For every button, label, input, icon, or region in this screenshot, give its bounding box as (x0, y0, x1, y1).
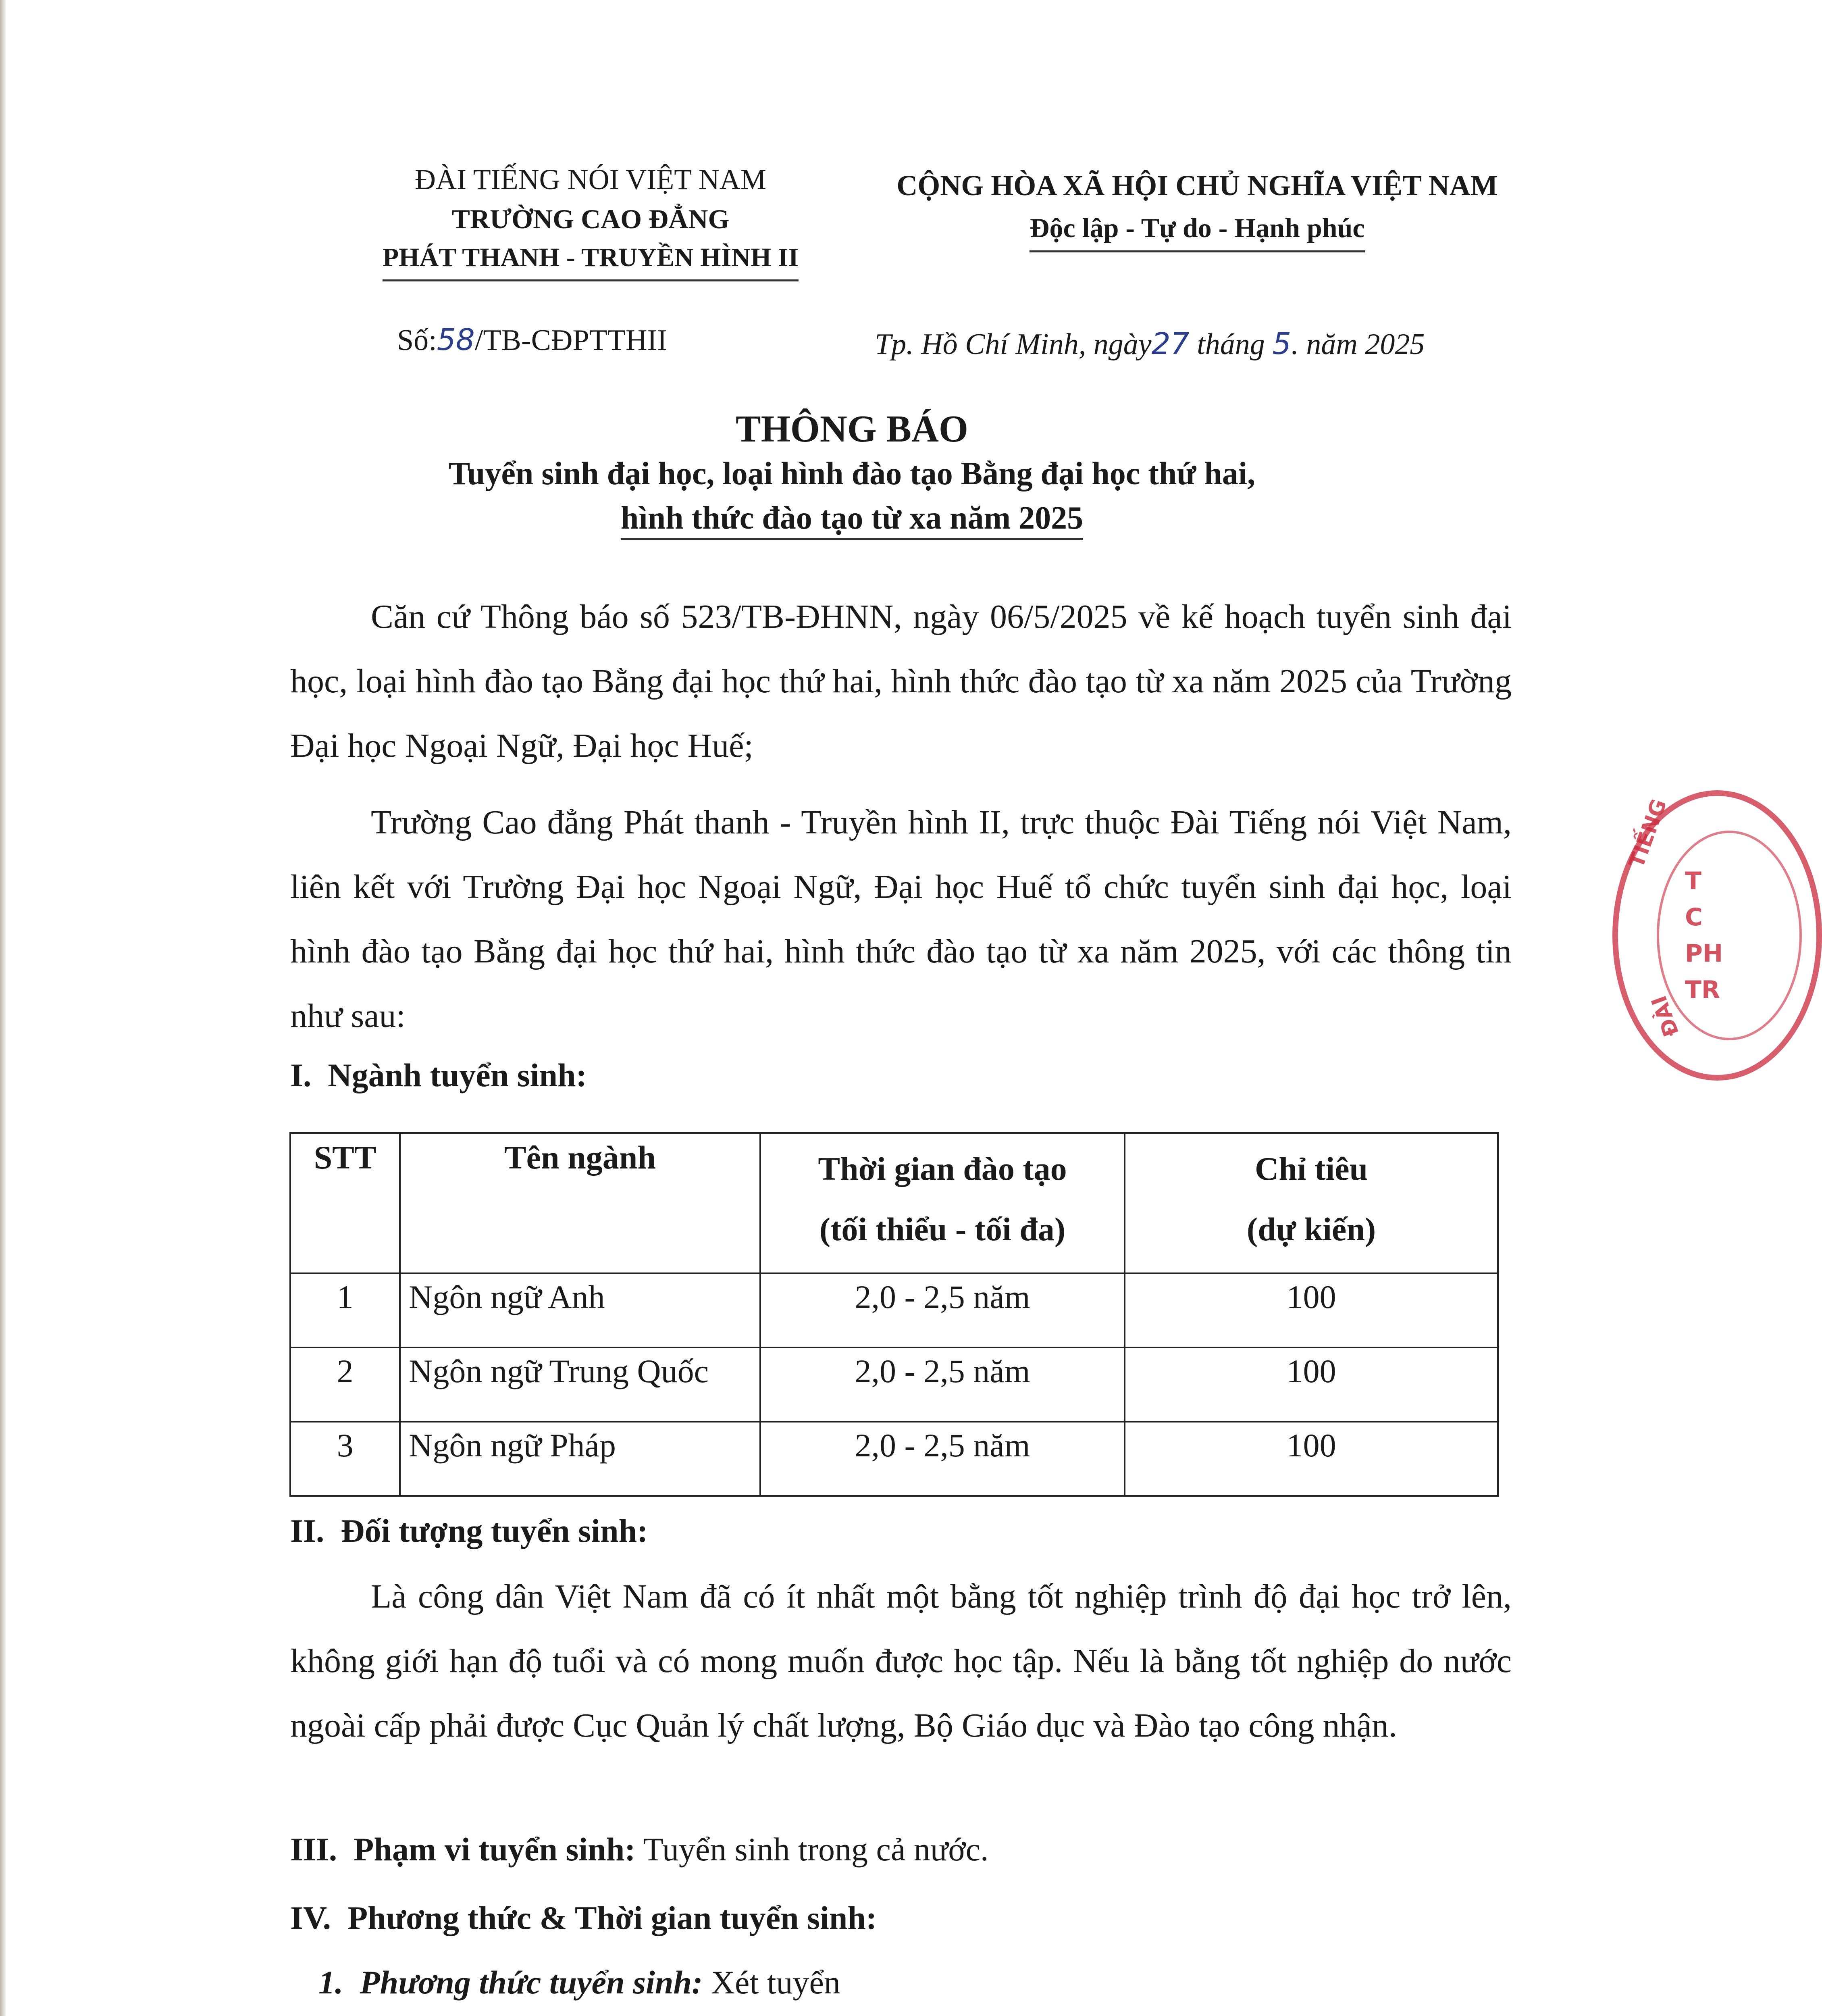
cell-stt: 1 (290, 1273, 400, 1347)
paragraph-eligibility (290, 1564, 1512, 1758)
cell-name: Ngôn ngữ Trung Quốc (400, 1347, 760, 1422)
document-date-middle: tháng (1189, 328, 1273, 361)
section-3-heading (290, 1831, 989, 1868)
seal-text-bottom: ĐÀI (1647, 992, 1684, 1040)
header-time-line1: Thời gian đào tạo (818, 1150, 1067, 1187)
section-3-num: III. (290, 1831, 337, 1868)
header-quota (1125, 1133, 1498, 1273)
document-title: THÔNG BÁO (735, 408, 969, 450)
subsection-1-text: Xét tuyển (703, 1964, 840, 2001)
issuer-header (339, 159, 842, 281)
header-quota-line2: (dự kiến) (1246, 1211, 1376, 1248)
section-1-num: I. (290, 1057, 312, 1093)
cell-stt: 3 (290, 1422, 400, 1496)
cell-time: 2,0 - 2,5 năm (760, 1422, 1125, 1496)
cell-name: Ngôn ngữ Anh (400, 1273, 760, 1347)
document-number-handwritten: 58 (437, 323, 475, 357)
table-row (290, 1273, 1498, 1347)
subsection-1 (318, 1964, 840, 2001)
section-1-heading (290, 1056, 587, 1094)
cell-stt: 2 (290, 1347, 400, 1422)
header-name: Tên ngành (400, 1133, 760, 1273)
seal-text-left: TIẾNG (1624, 796, 1672, 871)
national-title: CỘNG HÒA XÃ HỘI CHỦ NGHĨA VIỆT NAM (896, 169, 1498, 202)
issuer-school-line2: PHÁT THANH - TRUYỀN HÌNH II (383, 238, 799, 281)
document-date-month: 5 (1272, 327, 1292, 361)
national-header (875, 163, 1520, 252)
section-2-title: Đối tượng tuyển sinh: (341, 1512, 648, 1549)
section-2-heading (290, 1512, 648, 1550)
document-subtitle-line1: Tuyển sinh đại học, loại hình đào tạo Bằng đại học thứ hai, (448, 456, 1256, 492)
cell-time: 2,0 - 2,5 năm (760, 1273, 1125, 1347)
seal-text-right: T C PH TR (1685, 867, 1723, 1004)
document-number-prefix: Số: (397, 324, 437, 357)
document-date-day: 27 (1151, 327, 1190, 361)
document-number-suffix: /TB-CĐPTTHII (474, 324, 667, 357)
official-seal-inner-ring (1657, 831, 1802, 1040)
paragraph-legal-basis (290, 585, 1512, 778)
section-3-title: Phạm vi tuyển sinh: (354, 1831, 636, 1868)
paragraph-intro (290, 790, 1512, 1048)
page-edge (0, 0, 6, 2016)
section-1-title: Ngành tuyển sinh: (328, 1057, 587, 1093)
document-date-prefix: Tp. Hồ Chí Minh, ngày (875, 328, 1152, 361)
issuer-school-line1: TRƯỜNG CAO ĐẲNG (451, 204, 730, 234)
section-4-num: IV. (290, 1899, 331, 1936)
document-subtitle-line2: hình thức đào tạo từ xa năm 2025 (621, 500, 1083, 540)
header-stt: STT (290, 1133, 400, 1273)
header-time (760, 1133, 1125, 1273)
paragraph-intro-text: Trường Cao đẳng Phát thanh - Truyền hình II, trực thuộc Đài Tiếng nói Việt Nam, liên kết với Trường Đại học Ngoại Ngữ, Đại học Huế tổ chức tuyển sinh đại học, loại hình đào tạo Bằng đại học thứ hai, hình thức đào tạo từ xa năm 2025, với các thông tin như sau: (290, 804, 1512, 1035)
section-3-text: Tuyển sinh trong cả nước. (635, 1831, 989, 1868)
paragraph-legal-basis-text: Căn cứ Thông báo số 523/TB-ĐHNN, ngày 06/5/2025 về kế hoạch tuyển sinh đại học, loại hình đào tạo Bằng đại học thứ hai, hình thức đào tạo từ xa năm 2025 của Trường Đại học Ngoại Ngữ, Đại học Huế; (290, 598, 1512, 764)
section-4-heading (290, 1899, 877, 1937)
header-time-line2: (tối thiểu - tối đa) (819, 1211, 1066, 1248)
paragraph-eligibility-text: Là công dân Việt Nam đã có ít nhất một bằng tốt nghiệp trình độ đại học trở lên, không giới hạn độ tuổi và có mong muốn được học tập. Nếu là bằng tốt nghiệp do nước ngoài cấp phải được Cục Quản lý chất lượng, Bộ Giáo dục và Đào tạo công nhận. (290, 1578, 1512, 1744)
subsection-1-num: 1. (318, 1964, 343, 2001)
document-subtitle-line2-wrap (0, 500, 1704, 540)
section-4-title: Phương thức & Thời gian tuyển sinh: (347, 1899, 877, 1936)
document-date (875, 327, 1425, 362)
cell-quota: 100 (1125, 1422, 1498, 1496)
national-motto: Độc lập - Tự do - Hạnh phúc (1030, 208, 1364, 252)
document-number (397, 323, 667, 358)
issuer-org: ĐÀI TIẾNG NÓI VIỆT NAM (415, 163, 766, 196)
cell-name: Ngôn ngữ Pháp (400, 1422, 760, 1496)
cell-time: 2,0 - 2,5 năm (760, 1347, 1125, 1422)
table-row (290, 1347, 1498, 1422)
majors-table (289, 1132, 1499, 1497)
cell-quota: 100 (1125, 1273, 1498, 1347)
cell-quota: 100 (1125, 1347, 1498, 1422)
section-2-num: II. (290, 1512, 324, 1549)
document-date-suffix: . năm 2025 (1291, 328, 1425, 361)
table-row (290, 1422, 1498, 1496)
header-quota-line1: Chỉ tiêu (1254, 1150, 1368, 1187)
majors-table-header (290, 1133, 1498, 1273)
subsection-1-label: Phương thức tuyển sinh: (360, 1964, 703, 2001)
